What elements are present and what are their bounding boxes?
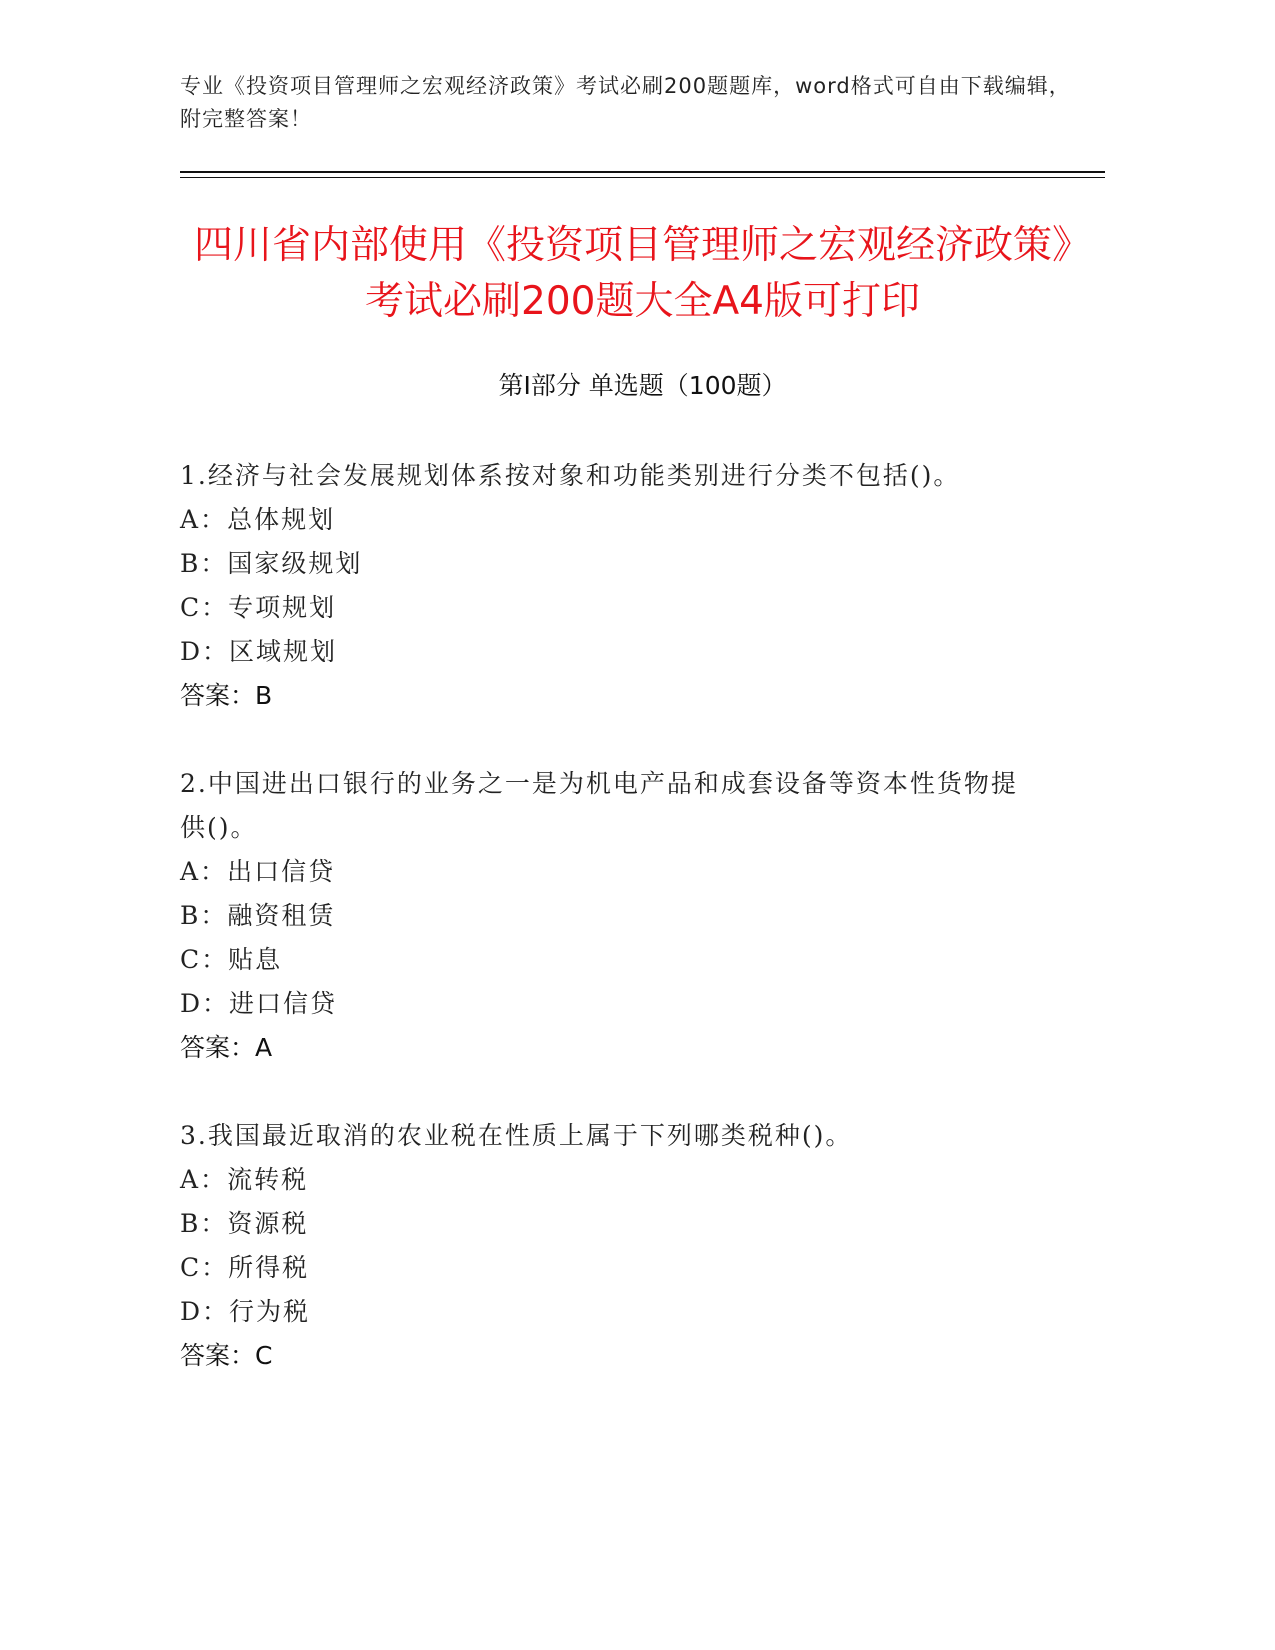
option-key: B： — [180, 901, 228, 930]
option-key: D： — [180, 637, 230, 666]
option-key: A： — [180, 505, 228, 534]
option-text: 流转税 — [227, 1165, 309, 1194]
option-b — [180, 542, 1020, 586]
option-text: 国家级规划 — [227, 549, 363, 578]
option-a — [180, 1158, 1020, 1202]
question-3 — [180, 1114, 1020, 1378]
option-text: 专项规划 — [228, 593, 337, 622]
question-1 — [180, 454, 1020, 718]
question-stem: 2.中国进出口银行的业务之一是为机电产品和成套设备等资本性货物提供()。 — [180, 769, 1018, 842]
header-note: 专业《投资项目管理师之宏观经济政策》考试必刷200题题库，word格式可自由下载编辑，附完整答案！ — [180, 74, 1071, 131]
option-key: B： — [180, 549, 228, 578]
option-text: 所得税 — [228, 1253, 310, 1282]
option-a — [180, 850, 1020, 894]
option-key: A： — [180, 857, 228, 886]
answer-line: 答案：B — [180, 681, 273, 710]
option-text: 行为税 — [229, 1297, 311, 1326]
question-2 — [180, 762, 1020, 1070]
option-text: 总体规划 — [227, 505, 336, 534]
option-c — [180, 1246, 1020, 1290]
option-b — [180, 894, 1020, 938]
option-key: A： — [180, 1165, 228, 1194]
question-stem: 3.我国最近取消的农业税在性质上属于下列哪类税种()。 — [180, 1121, 853, 1150]
option-d — [180, 1290, 1020, 1334]
option-b — [180, 1202, 1020, 1246]
answer-line: 答案：A — [180, 1033, 273, 1062]
option-c — [180, 938, 1020, 982]
option-key: C： — [180, 593, 229, 622]
document-title: 四川省内部使用《投资项目管理师之宏观经济政策》考试必刷200题大全A4版可打印 — [193, 223, 1091, 324]
option-c — [180, 586, 1020, 630]
answer-line: 答案：C — [180, 1341, 273, 1370]
option-key: D： — [180, 989, 230, 1018]
option-key: C： — [180, 945, 229, 974]
option-key: C： — [180, 1253, 229, 1282]
option-text: 贴息 — [228, 945, 283, 974]
option-text: 区域规划 — [229, 637, 338, 666]
section-title: 第Ⅰ部分 单选题（100题） — [498, 371, 787, 400]
header-rule-thin — [180, 177, 1105, 178]
option-text: 出口信贷 — [227, 857, 336, 886]
option-text: 进口信贷 — [229, 989, 338, 1018]
option-text: 融资租赁 — [227, 901, 336, 930]
option-key: D： — [180, 1297, 230, 1326]
option-text: 资源税 — [227, 1209, 309, 1238]
header-rule-thick — [180, 171, 1105, 173]
option-key: B： — [180, 1209, 228, 1238]
option-a — [180, 498, 1020, 542]
question-stem: 1.经济与社会发展规划体系按对象和功能类别进行分类不包括()。 — [180, 461, 961, 490]
option-d — [180, 630, 1020, 674]
option-d — [180, 982, 1020, 1026]
question-list — [180, 454, 1020, 1422]
